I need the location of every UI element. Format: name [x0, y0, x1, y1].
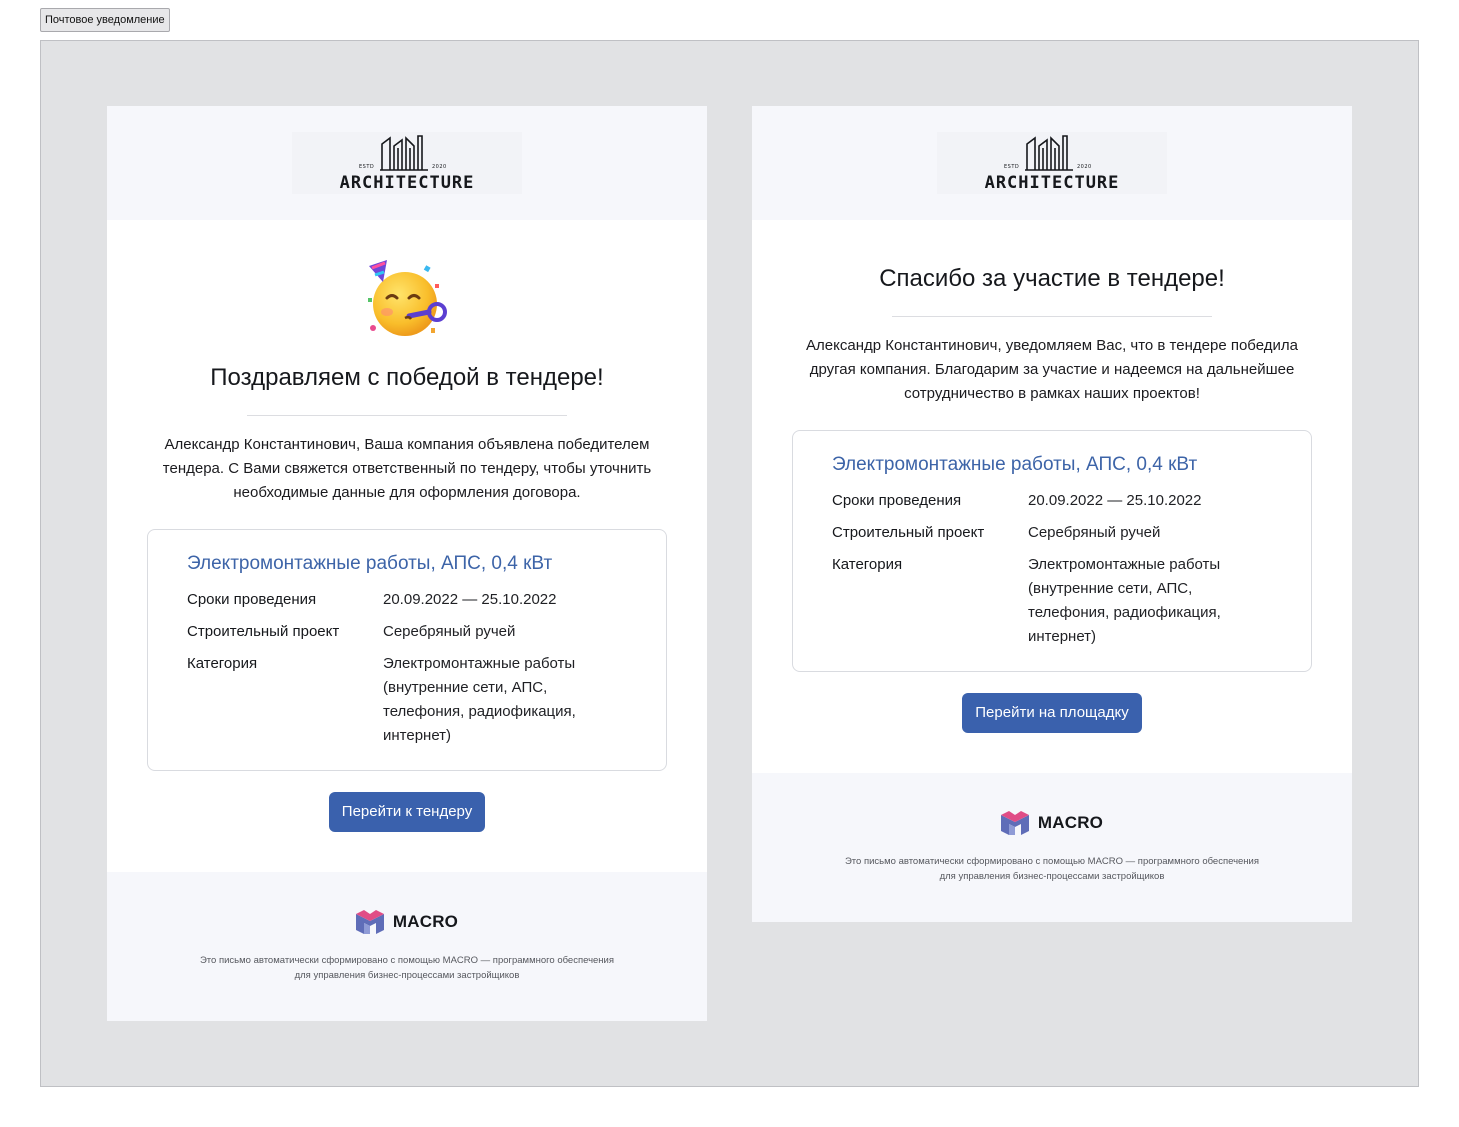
detail-row — [187, 652, 627, 748]
logo-estd: ESTD — [1004, 164, 1020, 170]
go-to-tender-button[interactable]: Перейти к тендеру — [329, 792, 485, 832]
macro-brand — [752, 811, 1352, 835]
detail-value: 20.09.2022 — 25.10.2022 — [383, 591, 557, 608]
tender-title: Электромонтажные работы, АПС, 0,4 кВт — [187, 553, 553, 574]
detail-label: Категория — [187, 655, 258, 672]
preview-canvas — [40, 40, 1419, 1087]
detail-value: Серебряный ручей — [1028, 524, 1161, 541]
detail-value: Электромонтажные работы (внутренние сети, АПС, телефония, радиофикация, интернет) — [1028, 556, 1221, 645]
macro-name: MACRO — [392, 912, 459, 931]
email-notification-tab[interactable]: Почтовое уведомление — [40, 8, 170, 32]
logo-band — [752, 106, 1352, 220]
footer-note — [752, 854, 1352, 884]
email-thanks — [752, 106, 1352, 922]
detail-label: Сроки проведения — [832, 492, 962, 509]
detail-row — [832, 553, 1272, 649]
architecture-logo — [937, 132, 1167, 194]
email-winner — [107, 106, 707, 1021]
logo-year: 2020 — [432, 164, 447, 170]
footer-note-line: Это письмо автоматически сформировано с помощью MACRO — программного обеспечения — [844, 856, 1260, 867]
macro-name: MACRO — [1037, 813, 1104, 832]
footer-note-line: Это письмо автоматически сформировано с помощью MACRO — программного обеспечения — [199, 955, 615, 966]
divider — [247, 415, 567, 416]
logo-text: ARCHITECTURE — [984, 173, 1120, 193]
footer-note-line: для управления бизнес-процессами застройщиков — [939, 871, 1165, 882]
logo-text: ARCHITECTURE — [339, 173, 475, 193]
email-body — [752, 220, 1352, 733]
architecture-logo-icon — [380, 134, 434, 172]
footer-note-line: для управления бизнес-процессами застройщиков — [294, 970, 520, 981]
detail-row — [187, 620, 627, 644]
divider — [892, 316, 1212, 317]
headline: Спасибо за участие в тендере! — [879, 265, 1225, 292]
macro-logo-icon — [1001, 811, 1029, 835]
detail-row — [832, 489, 1272, 513]
detail-label: Строительный проект — [832, 524, 985, 541]
email-footer — [752, 773, 1352, 922]
detail-row — [187, 588, 627, 612]
email-body — [107, 258, 707, 832]
logo-estd: ESTD — [359, 164, 375, 170]
logo-band — [107, 106, 707, 220]
footer-note — [107, 953, 707, 983]
detail-label: Категория — [832, 556, 903, 573]
tender-card — [147, 529, 667, 771]
macro-logo-icon — [356, 910, 384, 934]
detail-label: Сроки проведения — [187, 591, 317, 608]
macro-brand — [107, 910, 707, 934]
architecture-logo-icon — [1025, 134, 1079, 172]
architecture-logo — [292, 132, 522, 194]
message-text: Александр Константинович, уведомляем Вас, что в тендере победила другая компания. Благодарим за участие и надеемся на дальнейшее сотрудничество в рамках наших проектов! — [806, 337, 1298, 402]
detail-value: Электромонтажные работы (внутренние сети, АПС, телефония, радиофикация, интернет) — [383, 655, 576, 744]
go-to-platform-button[interactable]: Перейти на площадку — [962, 693, 1141, 733]
detail-value: Серебряный ручей — [383, 623, 516, 640]
tender-title: Электромонтажные работы, АПС, 0,4 кВт — [832, 454, 1198, 475]
headline: Поздравляем с победой в тендере! — [210, 364, 604, 391]
partying-face-icon — [365, 258, 449, 342]
message-text: Александр Константинович, Ваша компания объявлена победителем тендера. С Вами свяжется ответственный по тендеру, чтобы уточнить необходимые данные для оформления договора. — [162, 436, 652, 501]
detail-value: 20.09.2022 — 25.10.2022 — [1028, 492, 1202, 509]
detail-row — [832, 521, 1272, 545]
tender-card — [792, 430, 1312, 672]
email-footer — [107, 872, 707, 1021]
logo-year: 2020 — [1077, 164, 1092, 170]
detail-label: Строительный проект — [187, 623, 340, 640]
